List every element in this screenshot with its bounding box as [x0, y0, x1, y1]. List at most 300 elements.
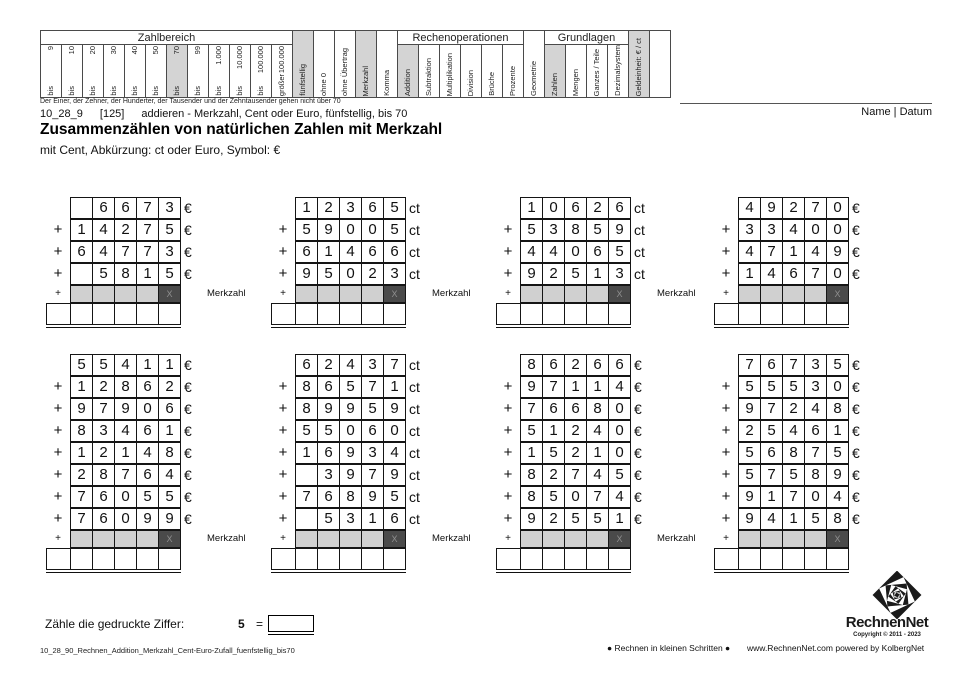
result-cell[interactable] [608, 304, 630, 324]
digit-cell: 5 [339, 377, 361, 397]
result-cell[interactable] [272, 549, 295, 569]
merkzahl-cell[interactable] [114, 286, 136, 302]
plus-sign: + [278, 243, 288, 260]
result-cell[interactable] [295, 304, 317, 324]
merkzahl-cell[interactable] [782, 286, 804, 302]
plus-sign: + [278, 378, 288, 395]
result-cells [46, 303, 181, 325]
result-cell[interactable] [92, 304, 114, 324]
currency-unit: € [634, 467, 642, 483]
addend-row [46, 219, 246, 241]
addend-row [271, 442, 471, 464]
currency-unit: € [184, 423, 192, 439]
addend-row [714, 508, 860, 530]
result-cell[interactable] [295, 549, 317, 569]
merkzahl-cell[interactable] [296, 531, 317, 547]
digit-cell: 5 [760, 377, 782, 397]
currency-unit: € [634, 511, 642, 527]
result-cell[interactable] [760, 549, 782, 569]
addend-row [714, 354, 860, 376]
result-cell[interactable] [738, 549, 760, 569]
digit-cell: 6 [542, 355, 564, 375]
currency-unit: € [852, 511, 860, 527]
digit-cell: 3 [804, 355, 826, 375]
addend-row [271, 241, 471, 263]
count-answer-box[interactable] [268, 615, 314, 632]
digit-cells [738, 376, 849, 398]
column-label-text: 100.000 [276, 46, 286, 74]
digit-cell: 0 [804, 220, 826, 240]
digit-cell: 7 [527, 400, 536, 417]
digit-cell: 3 [745, 221, 754, 238]
classification-col-bis-10 [62, 45, 83, 98]
addend-row [496, 398, 696, 420]
currency-unit: ct [409, 401, 420, 417]
merkzahl-cell[interactable] [782, 531, 804, 547]
currency-unit: € [852, 357, 860, 373]
currency-unit: € [184, 357, 192, 373]
merkzahl-x-cell: X [826, 531, 848, 547]
currency-unit: € [852, 200, 860, 216]
problem-5 [46, 354, 246, 573]
result-cell[interactable] [586, 549, 608, 569]
currency-unit: ct [634, 200, 645, 216]
merkzahl-cell[interactable] [586, 286, 608, 302]
digit-cell: 5 [527, 422, 536, 439]
digit-cell: 0 [608, 421, 630, 441]
digit-cell: 2 [77, 466, 86, 483]
result-cell[interactable] [317, 304, 339, 324]
digit-cell: 2 [158, 377, 180, 397]
result-cell[interactable] [782, 304, 804, 324]
digit-cells [738, 241, 849, 263]
addend-row [46, 486, 246, 508]
digit-cells [520, 508, 631, 530]
addend-row [271, 486, 471, 508]
digit-cells [295, 219, 406, 241]
digit-cells [738, 420, 849, 442]
digit-cell: 1 [586, 443, 608, 463]
currency-unit: € [852, 401, 860, 417]
digit-cell: 5 [782, 377, 804, 397]
digit-cell: 4 [136, 443, 158, 463]
digit-cell: 1 [383, 377, 405, 397]
column-label-text: 9 [45, 46, 55, 51]
merkzahl-cell[interactable] [361, 531, 383, 547]
plus-sign: + [53, 221, 63, 238]
logo-copyright: Copyright © 2011 - 2023 [853, 632, 921, 638]
digit-cell: 8 [586, 399, 608, 419]
result-cell[interactable] [826, 549, 848, 569]
digit-cell: 7 [302, 488, 311, 505]
digit-cell: 4 [745, 199, 754, 216]
sum-underline [714, 327, 849, 328]
footer-slogan: ● Rechnen in kleinen Schritten ● [607, 643, 731, 653]
result-cells [496, 548, 631, 570]
addend-row [271, 464, 471, 486]
problem-1 [46, 197, 246, 328]
merkzahl-cell[interactable] [339, 531, 361, 547]
digit-cell: 7 [745, 356, 754, 373]
merkzahl-cell[interactable] [71, 531, 92, 547]
currency-unit: € [852, 379, 860, 395]
result-cell[interactable] [782, 549, 804, 569]
digit-cell: 1 [745, 265, 754, 282]
digit-cell: 4 [586, 421, 608, 441]
classification-col-ohne-bertrag [335, 31, 356, 98]
digit-cell: 0 [608, 443, 630, 463]
digit-cell: 9 [302, 265, 311, 282]
result-cell[interactable] [542, 549, 564, 569]
result-cell[interactable] [136, 549, 158, 569]
merkzahl-cell[interactable] [586, 531, 608, 547]
merkzahl-cell[interactable] [760, 286, 782, 302]
digit-cell: 6 [586, 242, 608, 262]
result-cell[interactable] [804, 549, 826, 569]
result-row [714, 303, 860, 325]
digit-cells [295, 442, 406, 464]
addend-row [714, 241, 860, 263]
merkzahl-cell[interactable] [739, 286, 760, 302]
column-label-text: bis [108, 86, 118, 96]
result-cell[interactable] [361, 304, 383, 324]
merkzahl-cell[interactable] [114, 531, 136, 547]
plus-sign: + [53, 510, 63, 527]
plus-sign: + [503, 378, 513, 395]
sum-underline [46, 327, 181, 328]
merkzahl-cells [520, 285, 631, 303]
result-cell[interactable] [317, 549, 339, 569]
currency-unit: € [852, 467, 860, 483]
merkzahl-cell[interactable] [92, 286, 114, 302]
plus-sign: + [53, 243, 63, 260]
digit-cell: 6 [114, 198, 136, 218]
digit-cell: 1 [136, 264, 158, 284]
digit-cell: 7 [92, 399, 114, 419]
digit-cells [520, 263, 631, 285]
digit-cell: 9 [527, 510, 536, 527]
digit-cell: 4 [782, 421, 804, 441]
currency-unit: ct [409, 266, 420, 282]
currency-unit: € [852, 266, 860, 282]
merkzahl-cell[interactable] [92, 531, 114, 547]
currency-unit: € [184, 200, 192, 216]
digit-cell: 7 [383, 355, 405, 375]
digit-cell: 9 [339, 465, 361, 485]
plus-sign: + [278, 488, 288, 505]
result-cell[interactable] [564, 549, 586, 569]
result-cell[interactable] [136, 304, 158, 324]
digit-cell: 0 [361, 220, 383, 240]
merkzahl-cell[interactable] [136, 286, 158, 302]
digit-cell: 8 [158, 443, 180, 463]
digit-cell: 5 [302, 422, 311, 439]
column-label-text: bis [150, 86, 160, 96]
column-label-text: 100.000 [255, 46, 265, 74]
plus-spacer [46, 354, 70, 376]
result-cell[interactable] [92, 549, 114, 569]
digit-cell: 2 [361, 264, 383, 284]
digit-cell: 6 [317, 377, 339, 397]
result-cell[interactable] [608, 549, 630, 569]
digit-cell: 5 [361, 399, 383, 419]
column-label-text: Prozente [507, 65, 517, 96]
digit-cell: 9 [383, 465, 405, 485]
digit-cell: 1 [527, 199, 536, 216]
digit-cell: 2 [317, 355, 339, 375]
currency-unit: € [634, 401, 642, 417]
merkzahl-cell[interactable] [71, 286, 92, 302]
currency-unit: € [184, 266, 192, 282]
merkzahl-cells [520, 530, 631, 548]
result-row [271, 548, 471, 570]
merkzahl-cell[interactable] [521, 286, 542, 302]
sum-underline [271, 327, 406, 328]
result-cell[interactable] [497, 549, 520, 569]
addend-row [714, 442, 860, 464]
result-cell[interactable] [158, 549, 180, 569]
digit-cell: 0 [136, 399, 158, 419]
digit-cell: 6 [136, 421, 158, 441]
result-cells [714, 303, 849, 325]
classification-col-gr-er-100-000 [272, 45, 293, 98]
classification-col-zahlen [545, 45, 566, 98]
digit-cell: 3 [317, 465, 339, 485]
digit-cell: 7 [77, 488, 86, 505]
digit-cell: 1 [302, 444, 311, 461]
result-cell[interactable] [738, 304, 760, 324]
merkzahl-row [46, 285, 246, 303]
currency-unit: ct [409, 445, 420, 461]
result-cell[interactable] [114, 549, 136, 569]
merkzahl-cell[interactable] [317, 531, 339, 547]
digit-cell: 2 [114, 220, 136, 240]
classification-col-ganzes-teile [587, 45, 608, 98]
column-label-text: Zahlen [549, 73, 559, 96]
problem-7 [496, 354, 696, 573]
digit-cell: 5 [542, 443, 564, 463]
digit-cells [295, 376, 406, 398]
result-cell[interactable] [383, 304, 405, 324]
digit-cell: 1 [586, 264, 608, 284]
result-cell[interactable] [715, 304, 738, 324]
digit-cell: 6 [760, 355, 782, 375]
result-cell[interactable] [520, 549, 542, 569]
plus-sign: + [53, 444, 63, 461]
digit-cell: 4 [586, 465, 608, 485]
merkzahl-cell[interactable] [564, 531, 586, 547]
currency-unit: € [184, 445, 192, 461]
digit-cell: 5 [826, 443, 848, 463]
digit-cell: 9 [745, 510, 754, 527]
digit-cells [70, 508, 181, 530]
merkzahl-cell[interactable] [361, 286, 383, 302]
merkzahl-cell[interactable] [542, 531, 564, 547]
merkzahl-cell[interactable] [296, 286, 317, 302]
merkzahl-cell[interactable] [760, 531, 782, 547]
digit-cell: 5 [317, 264, 339, 284]
digit-cells [520, 420, 631, 442]
digit-cell: 8 [339, 487, 361, 507]
result-cell[interactable] [804, 304, 826, 324]
addend-row [46, 464, 246, 486]
digit-cell: 2 [586, 198, 608, 218]
page-subtitle: mit Cent, Abkürzung: ct oder Euro, Symbol: € [40, 143, 281, 157]
result-cells [271, 303, 406, 325]
column-label-text: bis [129, 86, 139, 96]
digit-cell: 4 [804, 399, 826, 419]
merkzahl-label: Merkzahl [207, 533, 246, 544]
currency-unit: € [852, 222, 860, 238]
result-cell[interactable] [520, 304, 542, 324]
result-cell[interactable] [383, 549, 405, 569]
merkzahl-cell[interactable] [804, 286, 826, 302]
digit-cell: 9 [383, 399, 405, 419]
result-cell[interactable] [826, 304, 848, 324]
page-title: Zusammenzählen von natürlichen Zahlen mit Merkzahl [40, 121, 443, 138]
result-cell[interactable] [158, 304, 180, 324]
column-label-text: 10.000 [234, 46, 244, 69]
classification-col-mengen [566, 45, 587, 98]
plus-sign: + [278, 510, 288, 527]
merkzahl-cell[interactable] [542, 286, 564, 302]
addend-row [271, 354, 471, 376]
digit-cell: 0 [564, 242, 586, 262]
result-cells [46, 548, 181, 570]
result-cell[interactable] [114, 304, 136, 324]
digit-cells [520, 241, 631, 263]
result-cells [714, 548, 849, 570]
currency-unit: ct [409, 511, 420, 527]
merkzahl-x-cell: X [608, 286, 630, 302]
merkzahl-row [271, 530, 471, 548]
column-label-text: 99 [192, 46, 202, 55]
digit-cell: 5 [77, 356, 86, 373]
result-cell[interactable] [361, 549, 383, 569]
addend-row [496, 508, 696, 530]
result-cell[interactable] [272, 304, 295, 324]
digit-cell: 6 [136, 377, 158, 397]
merkzahl-cell[interactable] [804, 531, 826, 547]
merkzahl-cell[interactable] [136, 531, 158, 547]
currency-unit: € [852, 423, 860, 439]
digit-cells [738, 442, 849, 464]
digit-cell: 8 [114, 264, 136, 284]
digit-cell: 1 [136, 355, 158, 375]
digit-cell: 7 [760, 465, 782, 485]
plus-sign: + [278, 444, 288, 461]
result-cell[interactable] [70, 549, 92, 569]
merkzahl-label: Merkzahl [432, 288, 471, 299]
merkzahl-x-cell: X [158, 286, 180, 302]
merkzahl-cell[interactable] [739, 531, 760, 547]
currency-unit: € [184, 489, 192, 505]
digit-cell: 2 [564, 443, 586, 463]
digit-cell: 8 [564, 220, 586, 240]
classification-col-bis-30 [104, 45, 125, 98]
addend-row [46, 354, 246, 376]
merkzahl-row [46, 530, 246, 548]
result-cell[interactable] [47, 304, 70, 324]
constraint-note: Der Einer, der Zehner, der Hunderter, der Tausender und der Zehntausender gehen nicht über 70 [40, 98, 341, 105]
column-label-text: 20 [87, 46, 97, 55]
digit-cells [520, 464, 631, 486]
column-label-text: bis [45, 86, 55, 96]
result-cell[interactable] [542, 304, 564, 324]
digit-cell: 1 [564, 377, 586, 397]
merkzahl-cell[interactable] [521, 531, 542, 547]
digit-cells [70, 263, 181, 285]
column-label-text: bis [213, 86, 223, 96]
group-title-zahlbereich: Zahlbereich [41, 31, 293, 45]
result-cells [271, 548, 406, 570]
digit-cell: 5 [158, 264, 180, 284]
equals-sign: = [256, 617, 264, 631]
digit-cell: 1 [826, 421, 848, 441]
worksheet-ref: [125] [99, 108, 125, 120]
currency-unit: ct [409, 467, 420, 483]
addend-row [714, 263, 860, 285]
column-label-text: Komma [381, 70, 391, 96]
merkzahl-cell[interactable] [339, 286, 361, 302]
digit-cell: 6 [92, 198, 114, 218]
column-label-text: 40 [129, 46, 139, 55]
result-cell[interactable] [586, 304, 608, 324]
digit-cell: 1 [586, 377, 608, 397]
digit-cell: 5 [383, 220, 405, 240]
merkzahl-cell[interactable] [564, 286, 586, 302]
plus-sign: + [53, 400, 63, 417]
addend-row [46, 376, 246, 398]
digit-cell: 4 [114, 421, 136, 441]
result-cell[interactable] [564, 304, 586, 324]
digit-cell: 7 [542, 377, 564, 397]
digit-cell: 5 [158, 487, 180, 507]
result-cell[interactable] [715, 549, 738, 569]
plus-sign: + [53, 265, 63, 282]
digit-cell: 0 [383, 421, 405, 441]
result-cell[interactable] [47, 549, 70, 569]
digit-cell: 3 [361, 443, 383, 463]
result-cell[interactable] [339, 549, 361, 569]
result-cell[interactable] [339, 304, 361, 324]
digit-cells [738, 508, 849, 530]
result-row [496, 303, 696, 325]
result-cell[interactable] [70, 304, 92, 324]
worksheet-descriptor: addieren - Merkzahl, Cent oder Euro, fünfstellig, bis 70 [141, 108, 408, 120]
digit-cell: 1 [542, 421, 564, 441]
result-cell[interactable] [760, 304, 782, 324]
digit-cell: 1 [77, 444, 86, 461]
plus-sign: + [53, 488, 63, 505]
digit-cell: 2 [745, 422, 754, 439]
problem-2 [271, 197, 471, 328]
result-cell[interactable] [497, 304, 520, 324]
digit-cell: 9 [77, 400, 86, 417]
currency-unit: ct [409, 423, 420, 439]
merkzahl-row [714, 530, 860, 548]
merkzahl-cell[interactable] [317, 286, 339, 302]
digit-cell: 4 [339, 355, 361, 375]
digit-cell: 8 [77, 422, 86, 439]
digit-cells [295, 508, 406, 530]
digit-cell: 3 [760, 220, 782, 240]
digit-cell: 1 [77, 221, 86, 238]
merkzahl-row [271, 285, 471, 303]
digit-cell: 9 [745, 400, 754, 417]
merkzahl-label: Merkzahl [657, 288, 696, 299]
currency-unit: € [634, 445, 642, 461]
